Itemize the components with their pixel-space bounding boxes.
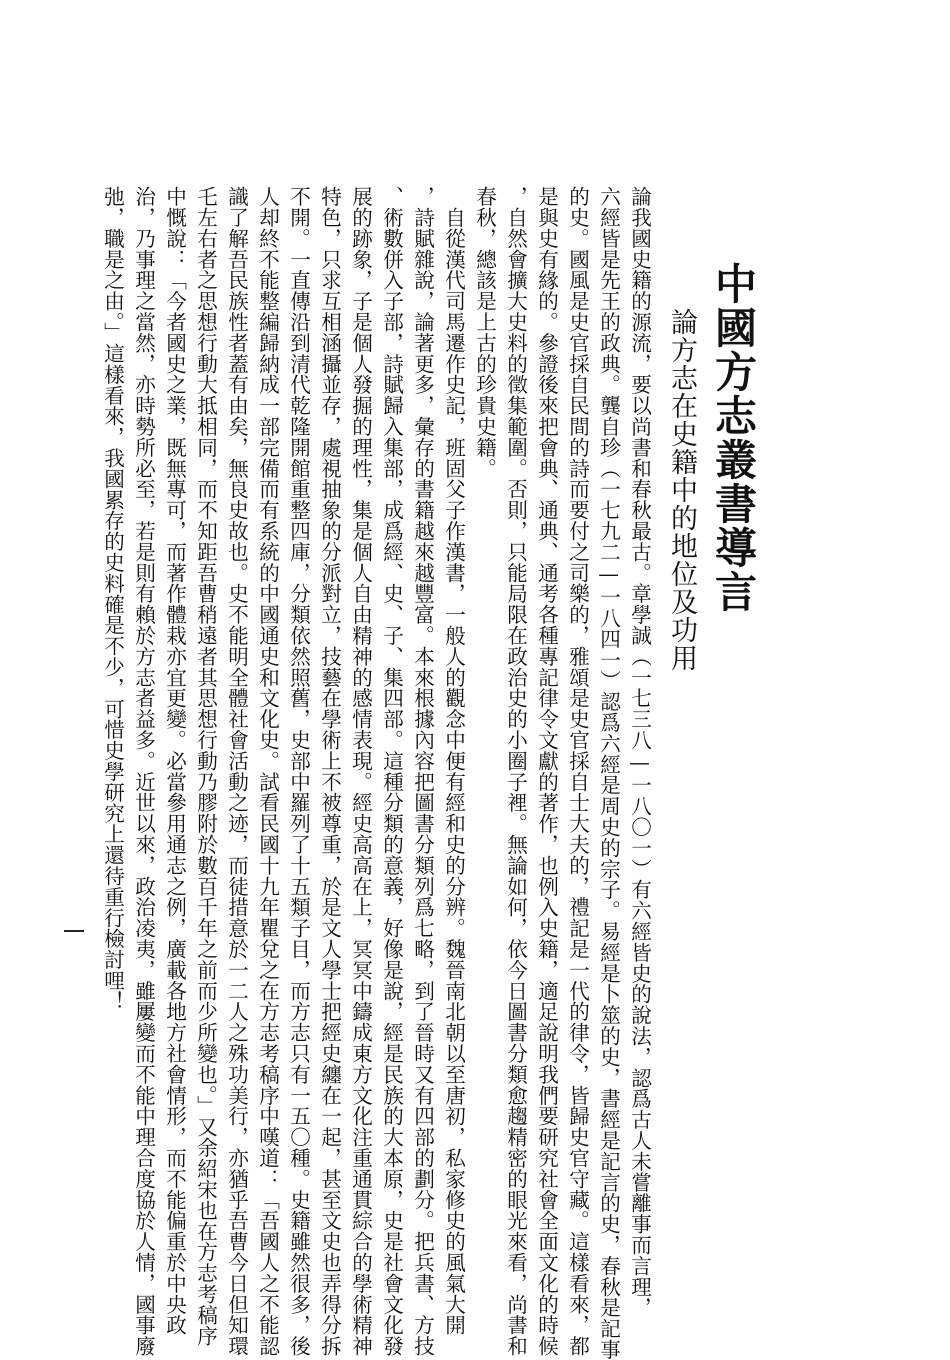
- body-line: 的史。國風是史官採自民間的詩而要付之司樂的，雅頌是史官採自士大夫的，禮記是一代的律令，皆歸史官守藏。這樣看來，都: [565, 186, 590, 1357]
- body-line: 弛，職是之由。」這樣看來，我國累存的史料確是不少，可惜史學研究上還待重行檢討哩！: [100, 186, 125, 1012]
- body-line: ，詩賦雜說，論著更多，彙存的書籍越來越豐富。本來根據內容把圖書分類列爲七略，到了晉時又有四部的劃分。把兵書、方技: [410, 186, 435, 1357]
- body-line: 不開。一直傳沿到清代乾隆開館重整四庫，分類依然照舊，史部中羅列了十五類子目，而方志只有一五〇種。史籍雖然很多，後: [286, 186, 311, 1357]
- body-line: 、術數併入子部，詩賦歸入集部，成爲經、史、子、集四部。這種分類的意義，好像是說，經是民族的大本原，史是社會文化發: [379, 186, 404, 1357]
- body-line: 人却終不能整編歸納成一部完備而有系統的中國通史和文化史。試看民國十九年瞿兌之在方志考稿序中嘆道：「吾國人之不能認: [255, 186, 280, 1357]
- body-line: 是與史有緣的。參證後來把會典、通典、通考各種專記律令文獻的著作，也例入史籍，適足說明我們要研究社會全面文化的時候: [534, 186, 559, 1357]
- body-line: 論我國史籍的源流，要以尚書和春秋最古。章學誠（一七三八—一八〇一）有六經皆史的說法，認爲古人未嘗離事而言理，: [627, 186, 652, 1318]
- page-mark: [64, 930, 84, 932]
- body-line: 乇左右者之思想行動大抵相同，而不知距吾曹稍遠者其思想行動乃膠附於數百千年之前而少所變也。」又余紹宋也在方志考稿序: [193, 186, 218, 1347]
- body-line: 治，乃事理之當然，亦時勢所必至，若是則有賴於方志者益多。近世以來，政治凌夷，雖屢變而不能中理合度協於人情，國事廢: [131, 186, 156, 1357]
- body-line: ，自然會擴大史料的徵集範圍。否則，只能局限在政治史的小圈子裡。無論如何，依今日圖書分類愈趨精密的眼光來看，尚書和: [503, 186, 528, 1357]
- page-subtitle: 論方志在史籍中的地位及功用: [666, 308, 697, 672]
- body-line: 識了解吾民族性者蓋有由矣，無良史故也。史不能明全體社會活動之迹，而徒措意於一二人之殊功美行，亦猶乎吾曹今日但知環: [224, 186, 249, 1357]
- page-title: 中國方志叢書導言: [709, 262, 758, 614]
- body-line: 自從漢代司馬遷作史記，班固父子作漢書，一般人的觀念中便有經和史的分辨。魏晉南北朝以至唐初，私家修史的風氣大開: [441, 186, 466, 1336]
- body-line: 六經皆是先王的政典。龔自珍（一七九二—一八四一）認爲六經是周史的宗子。易經是卜筮的史，書經是記言的史，春秋是記事: [596, 186, 621, 1360]
- body-line: 中慨說：「今者國史之業，既無專可，而著作體栽亦宜更變。必當參用通志之例，廣載各地方社會情形，而不能偏重於中央政: [162, 186, 187, 1336]
- body-line: 春秋，總該是上古的珍貴史籍。: [472, 186, 497, 479]
- body-line: 特色，只求互相涵攝並存，處視抽象的分派對立，技藝在學術上不被尊重，於是文人學士把經史纏在一起，甚至文史也弄得分拆: [317, 186, 342, 1357]
- body-line: 展的跡象，子是個人發掘的理性，集是個人自由精神的感情表現。經史高高在上，冥冥中鑄成東方文化注重通貫綜合的學術精神: [348, 186, 373, 1357]
